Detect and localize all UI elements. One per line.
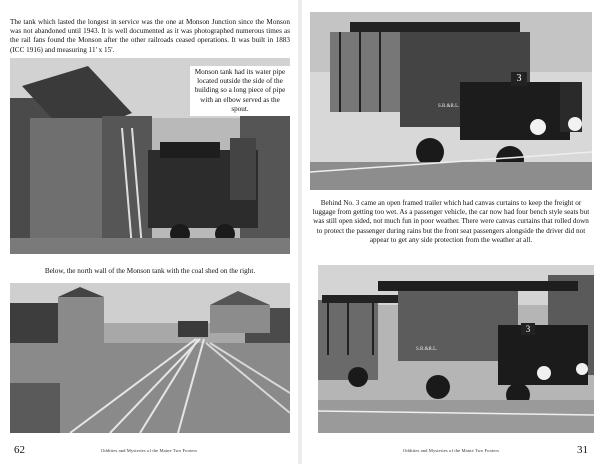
page-number-left: 62	[14, 444, 25, 456]
footer-right: Oddities and Mysteries of the Maine Two Footers	[402, 448, 500, 453]
railbus-no3-photo	[310, 12, 592, 190]
page-number-right: 31	[577, 444, 588, 456]
car-number-top: 3	[511, 72, 527, 86]
left-page	[0, 0, 298, 464]
car-lettering-bottom: S.R.&R.L.	[416, 347, 438, 352]
monson-tank-photo	[10, 58, 290, 254]
tank-caption: Monson tank had its water pipe located outside the side of the building so a long piece of pipe with an elbow served as the spout.	[190, 66, 290, 116]
right-page	[302, 0, 600, 464]
intro-paragraph: The tank which lasted the longest in service was the one at Monson Junction since the Monson was not abandoned until 1943. It is well documented as it was photographed numerous times as the rail fans found the Monson after the other railroads ceased operations. It was built in 1883 (ICC 1916) and measuring 11' x 15'.	[10, 18, 290, 54]
car-number-bottom: 3	[521, 323, 535, 335]
car-lettering-top: S.R.&R.L.	[438, 104, 460, 109]
railbus-with-trailer-photo	[318, 265, 594, 433]
footer-left: Oddities and Mysteries of the Maine Two Footers	[100, 448, 198, 453]
trailer-paragraph: Behind No. 3 came an open framed trailer which had canvas curtains to keep the freight or luggage from getting too wet. As a passenger vehicle, the car now had four bench style seats but was still open sided, not much fun in poor weather. There were canvas curtains that rolled down to protect the passenger during rains but the front seat passengers alongside the driver did not appear to get any side protection from the weather at all.	[312, 199, 590, 244]
north-wall-caption: Below, the north wall of the Monson tank with the coal shed on the right.	[44, 267, 256, 275]
north-wall-photo	[10, 283, 290, 433]
